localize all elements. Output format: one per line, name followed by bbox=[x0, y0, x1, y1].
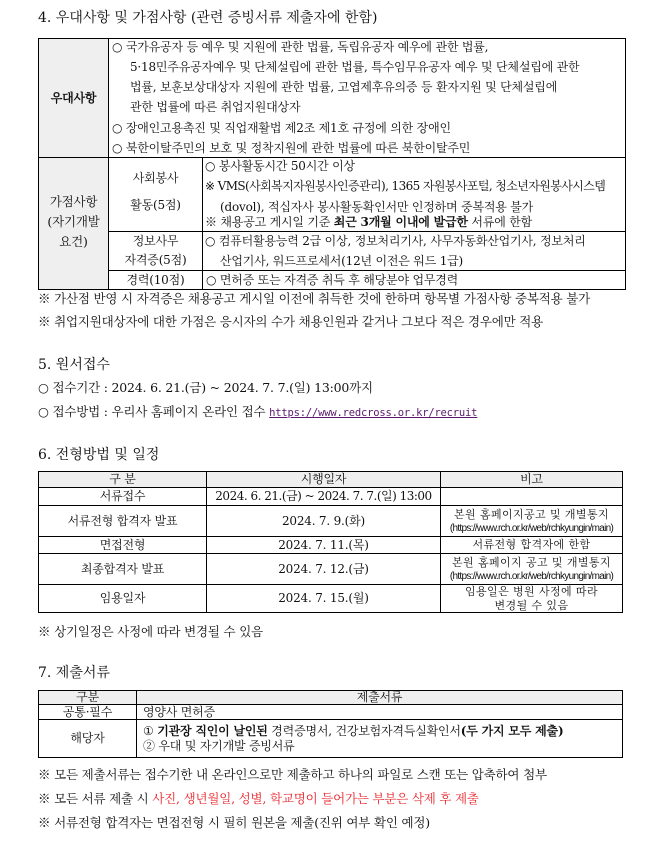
documents-row-docs bbox=[136, 719, 623, 758]
career-category: 경력(10점) bbox=[126, 272, 185, 287]
documents-note: ※ 서류전형 합격자는 면접전형 시 필히 원본을 제출(진위 여부 확인 예정) bbox=[38, 815, 430, 830]
preferential-label: 우대사항 bbox=[50, 90, 97, 105]
stage-text: 서류접수 bbox=[99, 489, 146, 503]
bonus-label-line: 요건) bbox=[59, 234, 88, 249]
volunteer-line bbox=[205, 215, 532, 229]
documents-header-category bbox=[38, 690, 137, 705]
schedule-row-stage bbox=[38, 487, 207, 506]
header-label: 제출서류 bbox=[356, 690, 403, 704]
date-text: 2024. 7. 12.(금) bbox=[278, 561, 369, 576]
warning-red-text: 사진, 생년월일, 성별, 학교명이 들어가는 부분은 삭제 후 제출 bbox=[152, 791, 479, 806]
warning-prefix: ※ 모든 서류 제출 시 bbox=[38, 791, 153, 806]
career-line: ○ 면허증 또는 자격증 취득 후 해당분야 업무경력 bbox=[206, 272, 459, 287]
preferential-line: 법률, 보훈보상대상자 지원에 관한 법률, 고엽제후유의증 등 환자지원 및 단체설립에 bbox=[130, 80, 558, 94]
schedule-row-date bbox=[206, 553, 441, 585]
recruit-link[interactable]: https://www.redcross.or.kr/recruit bbox=[269, 407, 478, 419]
header-label: 구분 bbox=[76, 690, 99, 704]
preferential-line: 5·18민주유공자예우 및 단체설립에 관한 법률, 특수임무유공자 예우 및 단체설립에 관한 bbox=[130, 60, 580, 74]
date-text: 2024. 7. 11.(목) bbox=[278, 537, 369, 552]
preferential-line: ○ 국가유공자 등 예우 및 지원에 관한 법률, 독립유공자 예우에 관한 법률, bbox=[112, 40, 489, 54]
preferential-line: 관한 법률에 따른 취업지원대상자 bbox=[130, 100, 301, 114]
docs-line: ② 우대 및 자기개발 증빙서류 bbox=[143, 738, 295, 753]
section-6-title: 6. 전형방법 및 일정 bbox=[38, 447, 160, 463]
remark-url: (https://www.rch.or.kr/web/rchkyungin/main) bbox=[449, 570, 614, 582]
schedule-note: ※ 상기일정은 사정에 따라 변경될 수 있음 bbox=[38, 624, 263, 639]
docs-text: 영양사 면허증 bbox=[143, 704, 215, 719]
it-cert-line: ○ 컴퓨터활용능력 2급 이상, 정보처리기사, 사무자동화산업기사, 정보처리 bbox=[205, 234, 586, 248]
schedule-row-remarks bbox=[440, 536, 623, 554]
career-content-cell bbox=[202, 270, 626, 290]
bonus-label-line: 가점사항 bbox=[49, 194, 98, 209]
schedule-row-date bbox=[206, 584, 441, 613]
documents-row-category bbox=[38, 704, 137, 720]
category-text: 공통·필수 bbox=[62, 704, 113, 719]
volunteer-line: ○ 봉사활동시간 50시간 이상 bbox=[205, 159, 355, 173]
remark-text: 본원 홈페이지 공고 및 개별통지 bbox=[452, 555, 611, 569]
remark-text: 서류전형 합격자에 한함 bbox=[472, 538, 591, 551]
docs-emphasis: 기관장 직인이 날인된 bbox=[157, 723, 268, 738]
bonus-label-line: (자기개발 bbox=[47, 214, 100, 229]
documents-note-warning bbox=[38, 791, 479, 806]
volunteer-category-cell bbox=[108, 157, 203, 232]
volunteer-line-emphasis: 최근 3개월 이내에 발급한 bbox=[333, 215, 468, 229]
application-method bbox=[38, 404, 477, 421]
volunteer-line-prefix: ※ 채용공고 게시일 기준 bbox=[205, 215, 334, 229]
documents-header-docs bbox=[136, 690, 623, 705]
career-category-cell bbox=[108, 270, 203, 290]
application-method-text: ○ 접수방법 : 우리사 홈페이지 온라인 접수 bbox=[38, 404, 266, 419]
schedule-header-remarks bbox=[440, 471, 623, 488]
schedule-row-date bbox=[206, 487, 441, 506]
stage-text: 서류전형 합격자 발표 bbox=[67, 513, 178, 528]
schedule-header-date bbox=[206, 471, 441, 488]
section-5-title: 5. 원서접수 bbox=[38, 357, 110, 373]
schedule-row-stage bbox=[38, 553, 207, 585]
remark-url: (https://www.rch.or.kr/web/rchkyungin/main) bbox=[449, 522, 614, 534]
documents-note: ※ 모든 제출서류는 접수기한 내 온라인으로만 제출하고 하나의 파일로 스캔 또는 압축하여 첨부 bbox=[38, 767, 547, 782]
schedule-row-remarks bbox=[440, 553, 623, 585]
volunteer-category-line: 사회봉사 bbox=[132, 171, 179, 185]
section-4-note: ※ 가산점 반영 시 자격증은 채용공고 게시일 이전에 취득한 것에 한하며 항목별 가점사항 중복적용 불가 bbox=[38, 291, 591, 306]
schedule-header-stage bbox=[38, 471, 207, 488]
remark-text: 변경될 수 있음 bbox=[494, 598, 569, 612]
documents-row-docs bbox=[136, 704, 623, 720]
docs-line bbox=[143, 724, 622, 739]
preferential-line: ○ 북한이탈주민의 보호 및 정착지원에 관한 법률에 따른 북한이탈주민 bbox=[112, 141, 471, 155]
stage-text: 면접전형 bbox=[99, 537, 146, 552]
section-4-note: ※ 취업지원대상자에 대한 가점은 응시자의 수가 채용인원과 같거나 그보다 적은 경우에만 적용 bbox=[38, 314, 544, 329]
remark-text: 본원 홈페이지공고 및 개별통지 bbox=[453, 507, 610, 521]
schedule-row-remarks bbox=[440, 584, 623, 613]
it-cert-category-line: 자격증(5점) bbox=[124, 253, 187, 267]
section-7-title: 7. 제출서류 bbox=[38, 665, 110, 681]
schedule-row-remarks bbox=[440, 487, 623, 506]
header-label: 구 분 bbox=[109, 472, 136, 486]
docs-prefix: ① bbox=[143, 723, 158, 738]
date-text: 2024. 7. 9.(화) bbox=[281, 513, 366, 528]
remark-text: 임용일은 병원 사정에 따라 bbox=[465, 584, 598, 598]
it-cert-line: 산업기사, 워드프로세서(12년 이전은 워드 1급) bbox=[220, 254, 464, 268]
schedule-row-stage bbox=[38, 584, 207, 613]
preferential-label-cell bbox=[38, 38, 109, 158]
schedule-row-stage bbox=[38, 536, 207, 554]
schedule-row-stage bbox=[38, 505, 207, 537]
volunteer-line: ※ VMS(사회복지자원봉사인증관리), 1365 자원봉사포털, 청소년자원봉사시스템 bbox=[205, 179, 606, 193]
schedule-row-remarks bbox=[440, 505, 623, 537]
docs-emphasis: (두 가지 모두 제출) bbox=[460, 723, 564, 738]
stage-text: 최종합격자 발표 bbox=[80, 561, 165, 576]
application-period: ○ 접수기간 : 2024. 6. 21.(금) ~ 2024. 7. 7.(일) 13:00까지 bbox=[38, 380, 373, 395]
volunteer-line-suffix: 서류에 한함 bbox=[467, 215, 533, 229]
stage-text: 임용일자 bbox=[99, 591, 146, 605]
schedule-row-date bbox=[206, 536, 441, 554]
header-label: 시행일자 bbox=[300, 472, 347, 486]
volunteer-line: (dovol), 적십자사 봉사활동확인서만 인정하며 중복적용 불가 bbox=[220, 200, 534, 214]
date-text: 2024. 7. 15.(월) bbox=[278, 591, 369, 605]
it-cert-category-line: 정보사무 bbox=[132, 234, 179, 248]
date-text: 2024. 6. 21.(금) ~ 2024. 7. 7.(일) 13:00 bbox=[215, 489, 432, 503]
category-text: 해당자 bbox=[70, 731, 105, 745]
volunteer-category-line: 활동(5점) bbox=[130, 198, 181, 212]
preferential-content-cell bbox=[108, 38, 626, 158]
docs-text: 경력증명서, 건강보험자격득실확인서 bbox=[267, 723, 461, 738]
preferential-line: ○ 장애인고용촉진 및 직업재활법 제2조 제1호 규정에 의한 장애인 bbox=[112, 121, 451, 135]
schedule-row-date bbox=[206, 505, 441, 537]
section-4-title: 4. 우대사항 및 가점사항 (관련 증빙서류 제출자에 한함) bbox=[38, 10, 378, 26]
documents-row-category bbox=[38, 719, 137, 758]
header-label: 비고 bbox=[520, 472, 543, 486]
